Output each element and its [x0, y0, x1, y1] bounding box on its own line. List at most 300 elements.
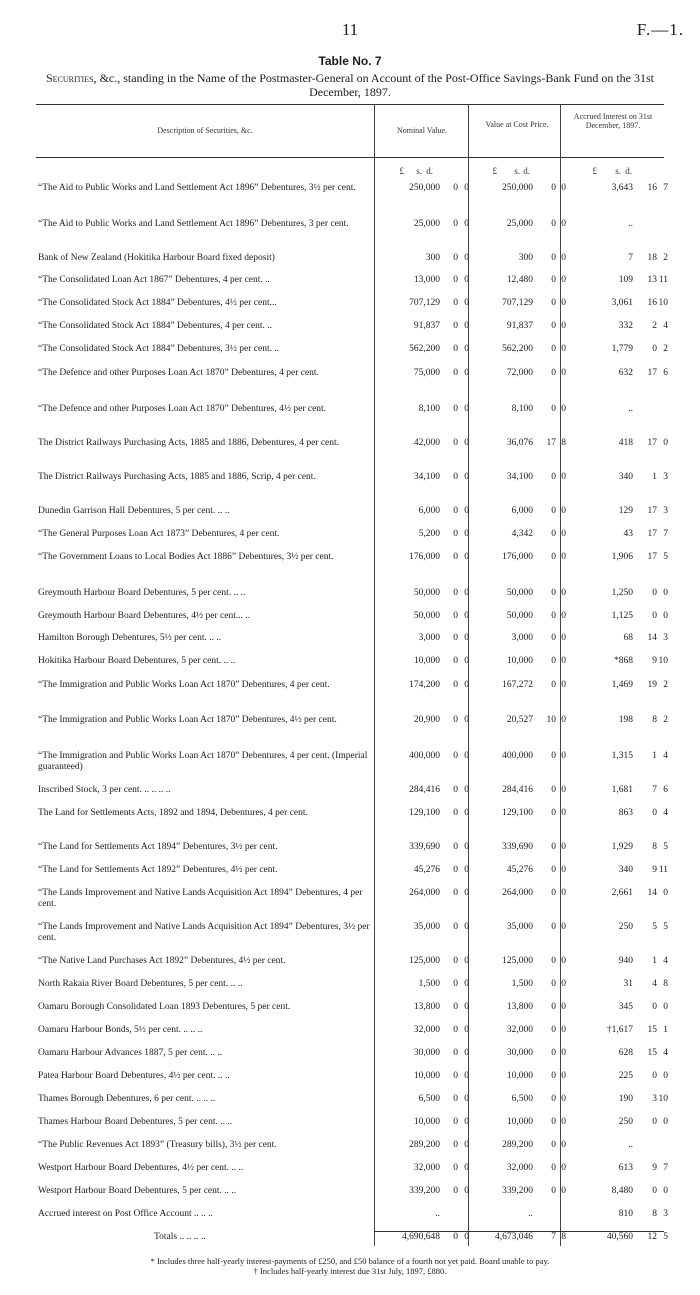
row-nom-pounds: 25,000: [413, 219, 440, 229]
caption-rest: &c., standing in the Name of the Postmaster-General on Account of the Post-Office Savings-Bank Fund on the 31st December, 1897.: [96, 71, 654, 99]
row-nom-pounds: 10,000: [413, 656, 440, 666]
row-nom-shillings: 0: [453, 751, 458, 761]
totals-nom-pounds: 4,690,648: [402, 1232, 440, 1242]
row-cost-shillings: 0: [551, 404, 556, 414]
row-int-shillings: 0: [652, 588, 657, 598]
row-cost-shillings: 0: [551, 253, 556, 263]
row-cost-shillings: 0: [551, 842, 556, 852]
row-nom-shillings: 0: [453, 588, 458, 598]
row-nom-shillings: 0: [453, 956, 458, 966]
row-nom-shillings: 0: [453, 219, 458, 229]
row-nom-shillings: 0: [453, 404, 458, 414]
row-nom-shillings: 0: [453, 472, 458, 482]
row-nom-shillings: 0: [453, 865, 458, 875]
row-int-shillings: 17: [647, 552, 657, 562]
row-cost-shillings: 0: [551, 183, 556, 193]
row-cost-pence: 0: [561, 344, 566, 354]
row-nom-pence: 0: [464, 506, 469, 516]
row-cost-shillings: 0: [551, 865, 556, 875]
row-nom-pounds: 75,000: [413, 368, 440, 378]
row-cost-pounds: 250,000: [502, 183, 533, 193]
row-nom-pounds: 250,000: [409, 183, 440, 193]
unit-label-cost-1: s.: [514, 166, 520, 176]
row-nom-pence: 0: [464, 715, 469, 725]
row-nom-pence: 0: [464, 633, 469, 643]
row-int-pounds: 810: [618, 1209, 633, 1219]
caption-lead: Securities,: [46, 71, 97, 85]
row-nom-pounds: 339,690: [409, 842, 440, 852]
row-nom-pounds: 91,837: [413, 321, 440, 331]
row-nom-pence: 0: [464, 321, 469, 331]
row-int-pence: 11: [658, 275, 668, 285]
row-nom-pounds: 20,900: [413, 715, 440, 725]
row-cost-shillings: 0: [551, 472, 556, 482]
footnote-asterisk: * Includes three half-yearly interest-payments of £250, and £50 balance of a fourth not yet paid. Board unable to pay.: [150, 1256, 550, 1266]
row-cost-pounds: 10,000: [506, 656, 533, 666]
row-int-pounds: 418: [618, 438, 633, 448]
row-cost-shillings: 0: [551, 633, 556, 643]
security-description: “The Land for Settlements Act 1894” Debentures, 3½ per cent.: [38, 842, 278, 852]
row-nom-pounds: 32,000: [413, 1025, 440, 1035]
row-nom-pence: 0: [464, 472, 469, 482]
row-int-pounds: ..: [628, 404, 633, 414]
row-cost-pence: 0: [561, 321, 566, 331]
row-cost-shillings: 17: [546, 438, 556, 448]
row-cost-pence: 0: [561, 1186, 566, 1196]
totals-int-pounds: 40,560: [606, 1232, 633, 1242]
row-cost-pounds: 300: [518, 253, 533, 263]
row-nom-shillings: 0: [453, 368, 458, 378]
column-header-nominal: Nominal Value.: [396, 126, 448, 135]
row-int-pence: 5: [663, 552, 668, 562]
row-nom-shillings: 0: [453, 344, 458, 354]
unit-label-cost-2: d.: [523, 166, 530, 176]
security-description: “The Immigration and Public Works Loan Act 1870” Debentures, 4½ per cent.: [38, 715, 337, 725]
row-cost-shillings: 0: [551, 1140, 556, 1150]
security-description: “The Land for Settlements Act 1892” Debentures, 4½ per cent.: [38, 865, 278, 875]
row-cost-shillings: 0: [551, 321, 556, 331]
security-description: “The Consolidated Stock Act 1884” Debentures, 3½ per cent. ..: [38, 344, 280, 354]
row-cost-pounds: 50,000: [506, 611, 533, 621]
row-int-pounds: 332: [618, 321, 633, 331]
security-description: “The Defence and other Purposes Loan Act 1870” Debentures, 4½ per cent.: [38, 404, 327, 414]
row-cost-pounds: 25,000: [506, 219, 533, 229]
row-int-pence: 0: [663, 588, 668, 598]
row-int-pounds: 129: [618, 506, 633, 516]
row-cost-pence: 0: [561, 552, 566, 562]
row-cost-pounds: 707,129: [502, 298, 533, 308]
row-nom-pence: 0: [464, 656, 469, 666]
row-nom-pence: 0: [464, 1140, 469, 1150]
row-nom-pence: 0: [464, 298, 469, 308]
row-int-shillings: 14: [647, 633, 657, 643]
row-int-shillings: 2: [652, 321, 657, 331]
row-nom-shillings: 0: [453, 1025, 458, 1035]
row-int-pence: 0: [663, 611, 668, 621]
row-int-shillings: 1: [652, 472, 657, 482]
row-cost-shillings: 0: [551, 979, 556, 989]
row-int-shillings: 9: [652, 865, 657, 875]
row-nom-pence: 0: [464, 785, 469, 795]
row-int-pence: 4: [663, 1048, 668, 1058]
row-cost-shillings: 0: [551, 1025, 556, 1035]
row-int-pounds: 250: [618, 922, 633, 932]
row-cost-shillings: 0: [551, 588, 556, 598]
row-nom-pounds: 562,200: [409, 344, 440, 354]
row-int-pence: 4: [663, 321, 668, 331]
row-cost-pence: 0: [561, 529, 566, 539]
row-int-pounds: 1,315: [611, 751, 633, 761]
row-int-pounds: 863: [618, 808, 633, 818]
row-nom-pounds: 176,000: [409, 552, 440, 562]
security-description: “The General Purposes Loan Act 1873” Debentures, 4 per cent.: [38, 529, 280, 539]
row-cost-pence: 0: [561, 956, 566, 966]
row-nom-shillings: 0: [453, 979, 458, 989]
row-cost-pence: 0: [561, 253, 566, 263]
row-nom-pence: 0: [464, 219, 469, 229]
row-int-pounds: 340: [618, 472, 633, 482]
row-nom-shillings: 0: [453, 438, 458, 448]
row-cost-shillings: 0: [551, 506, 556, 516]
row-cost-pounds: 284,416: [502, 785, 533, 795]
row-int-pence: 3: [663, 506, 668, 516]
row-cost-pounds: 36,076: [506, 438, 533, 448]
row-nom-shillings: 0: [453, 611, 458, 621]
row-nom-shillings: 0: [453, 506, 458, 516]
row-int-shillings: 18: [647, 253, 657, 263]
row-cost-pence: 8: [561, 438, 566, 448]
security-description: “The Consolidated Stock Act 1884” Debentures, 4½ per cent...: [38, 298, 277, 308]
row-cost-pounds: 6,500: [511, 1094, 533, 1104]
security-description: Greymouth Harbour Board Debentures, 4½ per cent... ..: [38, 611, 251, 621]
row-cost-pounds: 20,527: [506, 715, 533, 725]
row-nom-pence: 0: [464, 404, 469, 414]
row-cost-pence: 0: [561, 275, 566, 285]
row-nom-pounds: 34,100: [413, 472, 440, 482]
row-nom-pence: 0: [464, 751, 469, 761]
row-cost-pounds: 4,342: [511, 529, 533, 539]
row-nom-pounds: 32,000: [413, 1163, 440, 1173]
security-description: Westport Harbour Board Debentures, 5 per cent. .. ..: [38, 1186, 237, 1196]
row-int-pence: 2: [663, 680, 668, 690]
row-int-shillings: 0: [652, 344, 657, 354]
row-cost-pence: 0: [561, 979, 566, 989]
row-nom-pence: 0: [464, 438, 469, 448]
row-int-shillings: 0: [652, 611, 657, 621]
table-caption: [36, 71, 664, 99]
row-cost-pence: 0: [561, 611, 566, 621]
row-cost-pounds: 6,000: [511, 506, 533, 516]
unit-label-int-2: d.: [625, 166, 632, 176]
row-int-pounds: 7: [628, 253, 633, 263]
security-description: Greymouth Harbour Board Debentures, 5 per cent. .. ..: [38, 588, 246, 598]
row-cost-pounds: 45,276: [506, 865, 533, 875]
column-header-description: Description of Securities, &c.: [157, 126, 253, 135]
row-nom-shillings: 0: [453, 680, 458, 690]
row-int-pounds: ..: [628, 1140, 633, 1150]
security-description: “The Defence and other Purposes Loan Act 1870” Debentures, 4 per cent.: [38, 368, 319, 378]
row-nom-shillings: 0: [453, 1140, 458, 1150]
security-description: The Land for Settlements Acts, 1892 and 1894, Debentures, 4 per cent.: [38, 808, 308, 818]
column-divider-nominal: [374, 104, 375, 1246]
row-cost-pounds: 50,000: [506, 588, 533, 598]
row-cost-shillings: 0: [551, 785, 556, 795]
row-cost-pounds: 72,000: [506, 368, 533, 378]
column-header-interest: Accrued Interest on 31st December, 1897.: [573, 112, 653, 130]
row-int-shillings: 0: [652, 808, 657, 818]
row-cost-pounds: 129,100: [502, 808, 533, 818]
row-int-pence: 5: [663, 922, 668, 932]
row-int-pence: 4: [663, 956, 668, 966]
row-int-pence: 3: [663, 633, 668, 643]
row-cost-pence: 0: [561, 1071, 566, 1081]
row-nom-pence: 0: [464, 680, 469, 690]
totals-label: Totals .. .. .. ..: [154, 1232, 206, 1242]
row-int-shillings: 9: [652, 1163, 657, 1173]
security-description: “The Consolidated Stock Act 1884” Debentures, 4 per cent. ..: [38, 321, 273, 331]
row-cost-shillings: 0: [551, 888, 556, 898]
row-int-shillings: 19: [647, 680, 657, 690]
row-int-shillings: 17: [647, 368, 657, 378]
row-nom-shillings: 0: [453, 656, 458, 666]
row-int-pounds: 109: [618, 275, 633, 285]
row-nom-pounds: 3,000: [418, 633, 440, 643]
row-nom-pence: 0: [464, 1048, 469, 1058]
row-nom-pounds: 1,500: [418, 979, 440, 989]
row-cost-shillings: 0: [551, 1163, 556, 1173]
row-int-pounds: 225: [618, 1071, 633, 1081]
table-title: Table No. 7: [318, 54, 382, 68]
row-int-shillings: 17: [647, 529, 657, 539]
row-int-pounds: 628: [618, 1048, 633, 1058]
row-int-pounds: 3,643: [611, 183, 633, 193]
row-int-pence: 0: [663, 1186, 668, 1196]
row-cost-pounds: 13,800: [506, 1002, 533, 1012]
row-nom-shillings: 0: [453, 785, 458, 795]
row-cost-pence: 0: [561, 865, 566, 875]
row-cost-pounds: 32,000: [506, 1025, 533, 1035]
row-int-pounds: †1,617: [606, 1025, 633, 1035]
row-nom-shillings: 0: [453, 183, 458, 193]
row-cost-pounds: 1,500: [511, 979, 533, 989]
row-cost-shillings: 0: [551, 1117, 556, 1127]
row-cost-pounds: 34,100: [506, 472, 533, 482]
row-nom-shillings: 0: [453, 842, 458, 852]
row-cost-shillings: 0: [551, 219, 556, 229]
row-nom-pence: 0: [464, 842, 469, 852]
row-int-pence: 2: [663, 253, 668, 263]
security-description: Oamaru Harbour Advances 1887, 5 per cent. .. ..: [38, 1048, 223, 1058]
row-cost-shillings: 0: [551, 1094, 556, 1104]
row-cost-shillings: 0: [551, 956, 556, 966]
unit-label-cost-0: £: [492, 166, 497, 176]
unit-label-nom-0: £: [399, 166, 404, 176]
row-cost-pounds: 8,100: [511, 404, 533, 414]
security-description: Oamaru Borough Consolidated Loan 1893 Debentures, 5 per cent.: [38, 1002, 291, 1012]
row-nom-pounds: 10,000: [413, 1117, 440, 1127]
row-int-shillings: 0: [652, 1117, 657, 1127]
row-int-pounds: ..: [628, 219, 633, 229]
row-int-pounds: 345: [618, 1002, 633, 1012]
row-cost-pounds: 289,200: [502, 1140, 533, 1150]
row-nom-pounds: 6,000: [418, 506, 440, 516]
security-description: Bank of New Zealand (Hokitika Harbour Board fixed deposit): [38, 253, 275, 263]
security-description: “The Lands Improvement and Native Lands Acquisition Act 1894” Debentures, 4 per cent.: [38, 888, 363, 909]
row-int-shillings: 16: [647, 298, 657, 308]
security-description: Hokitika Harbour Board Debentures, 5 per cent. .. ..: [38, 656, 236, 666]
row-int-pounds: 1,681: [611, 785, 633, 795]
row-cost-pence: 0: [561, 588, 566, 598]
security-description: Dunedin Garrison Hall Debentures, 5 per cent. .. ..: [38, 506, 230, 516]
row-cost-pence: 0: [561, 1117, 566, 1127]
security-description: “The Public Revenues Act 1893” (Treasury bills), 3½ per cent.: [38, 1140, 277, 1150]
row-nom-shillings: 0: [453, 275, 458, 285]
row-nom-shillings: 0: [453, 1117, 458, 1127]
row-cost-pence: 0: [561, 1094, 566, 1104]
row-int-pounds: 198: [618, 715, 633, 725]
row-nom-pounds: 42,000: [413, 438, 440, 448]
unit-label-nom-2: d.: [426, 166, 433, 176]
totals-int-shillings: 12: [647, 1232, 657, 1242]
row-cost-pounds: 3,000: [511, 633, 533, 643]
row-cost-pounds: 30,000: [506, 1048, 533, 1058]
footnote-dagger: † Includes half-yearly interest due 31st July, 1897, £880.: [253, 1266, 447, 1276]
row-int-pounds: 1,469: [611, 680, 633, 690]
row-int-pence: 0: [663, 888, 668, 898]
row-cost-pounds: 32,000: [506, 1163, 533, 1173]
row-cost-shillings: 0: [551, 344, 556, 354]
security-description: Westport Harbour Board Debentures, 4½ per cent. .. ..: [38, 1163, 244, 1173]
row-nom-pence: 0: [464, 368, 469, 378]
row-nom-pounds: 300: [425, 253, 440, 263]
row-nom-pence: 0: [464, 552, 469, 562]
row-nom-pounds: 50,000: [413, 611, 440, 621]
row-nom-shillings: 0: [453, 808, 458, 818]
row-nom-pence: 0: [464, 1025, 469, 1035]
row-int-shillings: 16: [647, 183, 657, 193]
security-description: North Rakaia River Board Debentures, 5 per cent. .. ..: [38, 979, 243, 989]
row-int-shillings: 9: [652, 656, 657, 666]
row-nom-shillings: 0: [453, 552, 458, 562]
row-nom-shillings: 0: [453, 1048, 458, 1058]
row-nom-pounds: 5,200: [418, 529, 440, 539]
row-cost-pence: 0: [561, 472, 566, 482]
row-cost-shillings: 0: [551, 1071, 556, 1081]
row-cost-pounds: 12,480: [506, 275, 533, 285]
row-nom-shillings: 0: [453, 529, 458, 539]
page-number: 11: [341, 20, 359, 39]
row-cost-shillings: 0: [551, 1002, 556, 1012]
parliamentary-paper-reference: F.—1.: [636, 20, 684, 39]
security-description: “The Lands Improvement and Native Lands Acquisition Act 1894” Debentures, 3½ per cent.: [38, 922, 370, 943]
row-nom-pence: 0: [464, 956, 469, 966]
header-bottom-rule: [36, 157, 664, 158]
totals-nom-pence: 0: [464, 1232, 469, 1242]
row-int-shillings: 8: [652, 715, 657, 725]
row-nom-pence: 0: [464, 529, 469, 539]
row-cost-pence: 0: [561, 404, 566, 414]
row-nom-pence: 0: [464, 922, 469, 932]
security-description: Hamilton Borough Debentures, 5½ per cent. .. ..: [38, 633, 222, 643]
row-int-shillings: 4: [652, 979, 657, 989]
row-nom-pence: 0: [464, 1117, 469, 1127]
row-nom-shillings: 0: [453, 888, 458, 898]
row-int-shillings: 17: [647, 438, 657, 448]
row-int-pence: 10: [658, 1094, 668, 1104]
row-cost-pounds: 10,000: [506, 1117, 533, 1127]
row-int-pounds: 1,250: [611, 588, 633, 598]
row-cost-pence: 0: [561, 368, 566, 378]
row-int-shillings: 3: [652, 1094, 657, 1104]
totals-int-pence: 5: [663, 1232, 668, 1242]
row-cost-pence: 0: [561, 808, 566, 818]
row-int-pounds: *868: [614, 656, 633, 666]
row-cost-pence: 0: [561, 751, 566, 761]
row-int-shillings: 1: [652, 751, 657, 761]
row-nom-shillings: 0: [453, 321, 458, 331]
security-description: “The Immigration and Public Works Loan Act 1870” Debentures, 4 per cent. (Imperial guaranteed): [38, 751, 368, 772]
row-nom-shillings: 0: [453, 1071, 458, 1081]
row-nom-pence: 0: [464, 1071, 469, 1081]
row-cost-shillings: 0: [551, 656, 556, 666]
row-cost-shillings: 10: [546, 715, 556, 725]
row-int-pounds: 613: [618, 1163, 633, 1173]
security-description: Accrued interest on Post Office Account .. .. ..: [38, 1209, 214, 1219]
row-nom-pounds: 129,100: [409, 808, 440, 818]
row-nom-pence: 0: [464, 865, 469, 875]
row-cost-pence: 0: [561, 715, 566, 725]
row-cost-pounds: 167,272: [502, 680, 533, 690]
row-nom-pence: 0: [464, 588, 469, 598]
row-cost-pence: 0: [561, 183, 566, 193]
row-int-pounds: 68: [623, 633, 633, 643]
row-int-pounds: 190: [618, 1094, 633, 1104]
row-cost-pence: 0: [561, 1002, 566, 1012]
row-cost-shillings: 0: [551, 611, 556, 621]
row-int-shillings: 15: [647, 1048, 657, 1058]
row-int-pence: 7: [663, 529, 668, 539]
row-nom-pence: 0: [464, 253, 469, 263]
security-description: The District Railways Purchasing Acts, 1885 and 1886, Scrip, 4 per cent.: [38, 472, 316, 482]
row-cost-pence: 0: [561, 680, 566, 690]
security-description: Patea Harbour Board Debentures, 4½ per cent. .. ..: [38, 1071, 230, 1081]
row-cost-pounds: ..: [528, 1209, 533, 1219]
security-description: “The Government Loans to Local Bodies Act 1886” Debentures, 3½ per cent.: [38, 552, 334, 562]
security-description: “The Immigration and Public Works Loan Act 1870” Debentures, 4 per cent.: [38, 680, 330, 690]
row-nom-pence: 0: [464, 979, 469, 989]
row-int-pence: 8: [663, 979, 668, 989]
row-int-pounds: 1,929: [611, 842, 633, 852]
row-cost-shillings: 0: [551, 751, 556, 761]
row-nom-pounds: 13,000: [413, 275, 440, 285]
row-int-pence: 3: [663, 1209, 668, 1219]
row-int-pounds: 3,061: [611, 298, 633, 308]
row-nom-pounds: 174,200: [409, 680, 440, 690]
row-nom-pounds: ..: [435, 1209, 440, 1219]
row-cost-pounds: 125,000: [502, 956, 533, 966]
row-nom-pounds: 13,800: [413, 1002, 440, 1012]
totals-cost-pence: 8: [561, 1232, 566, 1242]
row-cost-pence: 0: [561, 842, 566, 852]
row-nom-pounds: 10,000: [413, 1071, 440, 1081]
row-int-shillings: 13: [647, 275, 657, 285]
row-nom-shillings: 0: [453, 715, 458, 725]
row-nom-pounds: 50,000: [413, 588, 440, 598]
row-int-pence: 4: [663, 751, 668, 761]
row-int-pence: 2: [663, 344, 668, 354]
row-cost-shillings: 0: [551, 529, 556, 539]
row-cost-pounds: 10,000: [506, 1071, 533, 1081]
